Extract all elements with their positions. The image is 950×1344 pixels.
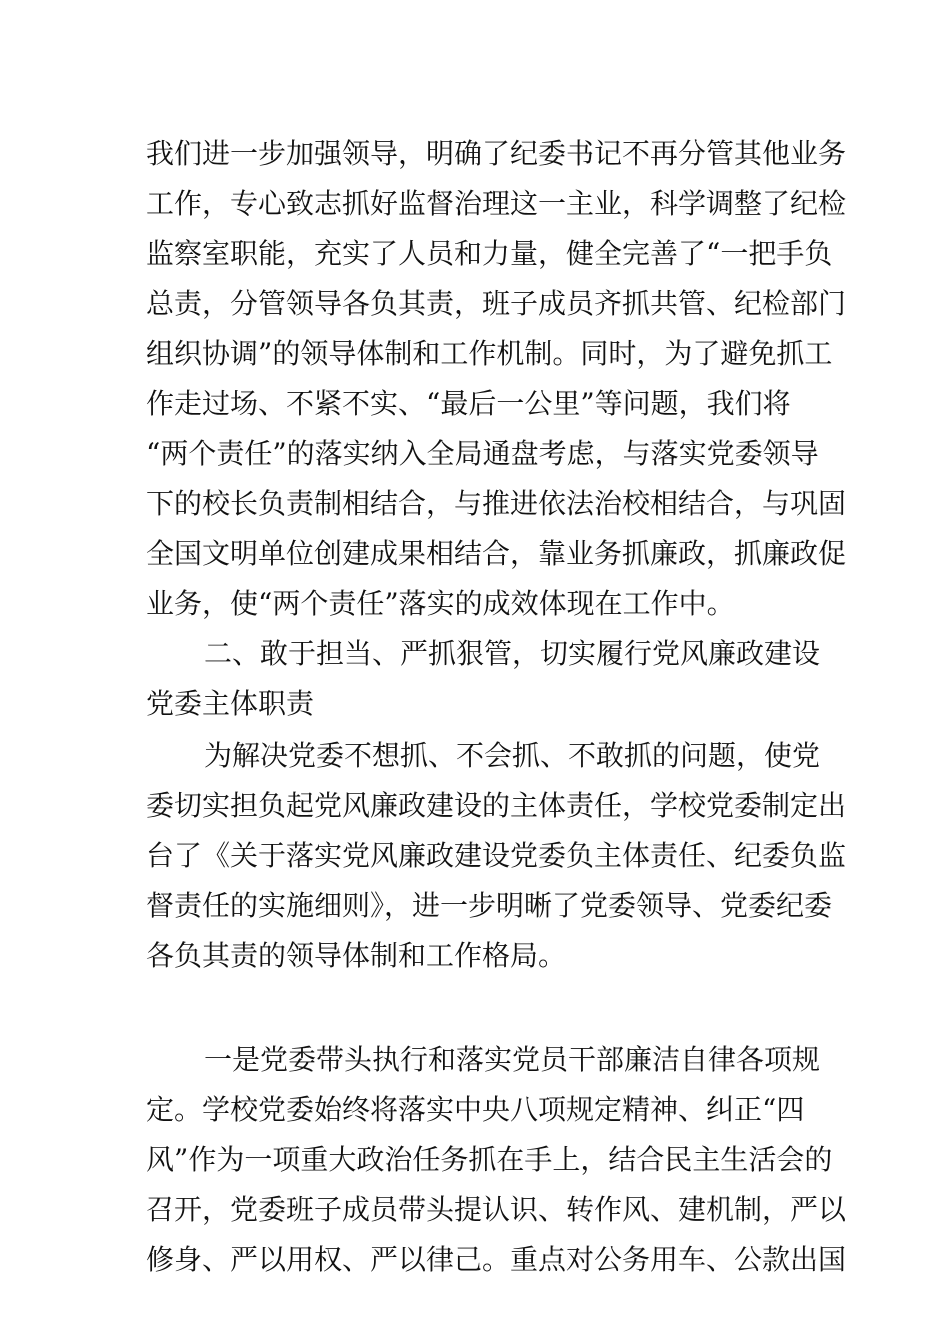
paragraph-1-line-6: 作走过场、不紧不实、“最后一公里”等问题，我们将: [146, 387, 791, 420]
paragraph-2-line-1: 为解决党委不想抓、不会抓、不敢抓的问题，使党: [204, 739, 821, 772]
paragraph-1-line-1: 我们进一步加强领导，明确了纪委书记不再分管其他业务: [146, 137, 847, 170]
paragraph-1-line-7: “两个责任”的落实纳入全局通盘考虑，与落实党委领导: [146, 437, 819, 470]
paragraph-2-line-4: 督责任的实施细则》，进一步明晰了党委领导、党委纪委: [146, 889, 833, 922]
paragraph-2-line-5: 各负其责的领导体制和工作格局。: [146, 939, 567, 972]
section-heading-line-2: 党委主体职责: [146, 687, 315, 720]
paragraph-1-line-10: 业务，使“两个责任”落实的成效体现在工作中。: [146, 587, 735, 620]
paragraph-1-line-4: 总责，分管领导各负其责，班子成员齐抓共管、纪检部门: [146, 287, 847, 320]
paragraph-1-line-8: 下的校长负责制相结合，与推进依法治校相结合，与巩固: [146, 487, 847, 520]
paragraph-2-line-3: 台了《关于落实党风廉政建设党委负主体责任、纪委负监: [146, 839, 847, 872]
paragraph-1-line-2: 工作，专心致志抓好监督治理这一主业，科学调整了纪检: [146, 187, 847, 220]
paragraph-2-line-2: 委切实担负起党风廉政建设的主体责任，学校党委制定出: [146, 789, 847, 822]
paragraph-3-line-4: 召开，党委班子成员带头提认识、转作风、建机制，严以: [146, 1193, 847, 1226]
paragraph-3-line-1: 一是党委带头执行和落实党员干部廉洁自律各项规: [204, 1043, 821, 1076]
section-heading-line-1: 二、敢于担当、严抓狠管，切实履行党风廉政建设: [204, 637, 821, 670]
paragraph-1-line-3: 监察室职能，充实了人员和力量，健全完善了“一把手负: [146, 237, 833, 270]
paragraph-3-line-2: 定。学校党委始终将落实中央八项规定精神、纠正“四: [146, 1093, 805, 1126]
paragraph-3-line-5: 修身、严以用权、严以律己。重点对公务用车、公款出国: [146, 1243, 847, 1276]
paragraph-1-line-9: 全国文明单位创建成果相结合，靠业务抓廉政，抓廉政促: [146, 537, 847, 570]
paragraph-3-line-3: 风”作为一项重大政治任务抓在手上，结合民主生活会的: [146, 1143, 833, 1176]
paragraph-1-line-5: 组织协调”的领导体制和工作机制。同时，为了避免抓工: [146, 337, 833, 370]
